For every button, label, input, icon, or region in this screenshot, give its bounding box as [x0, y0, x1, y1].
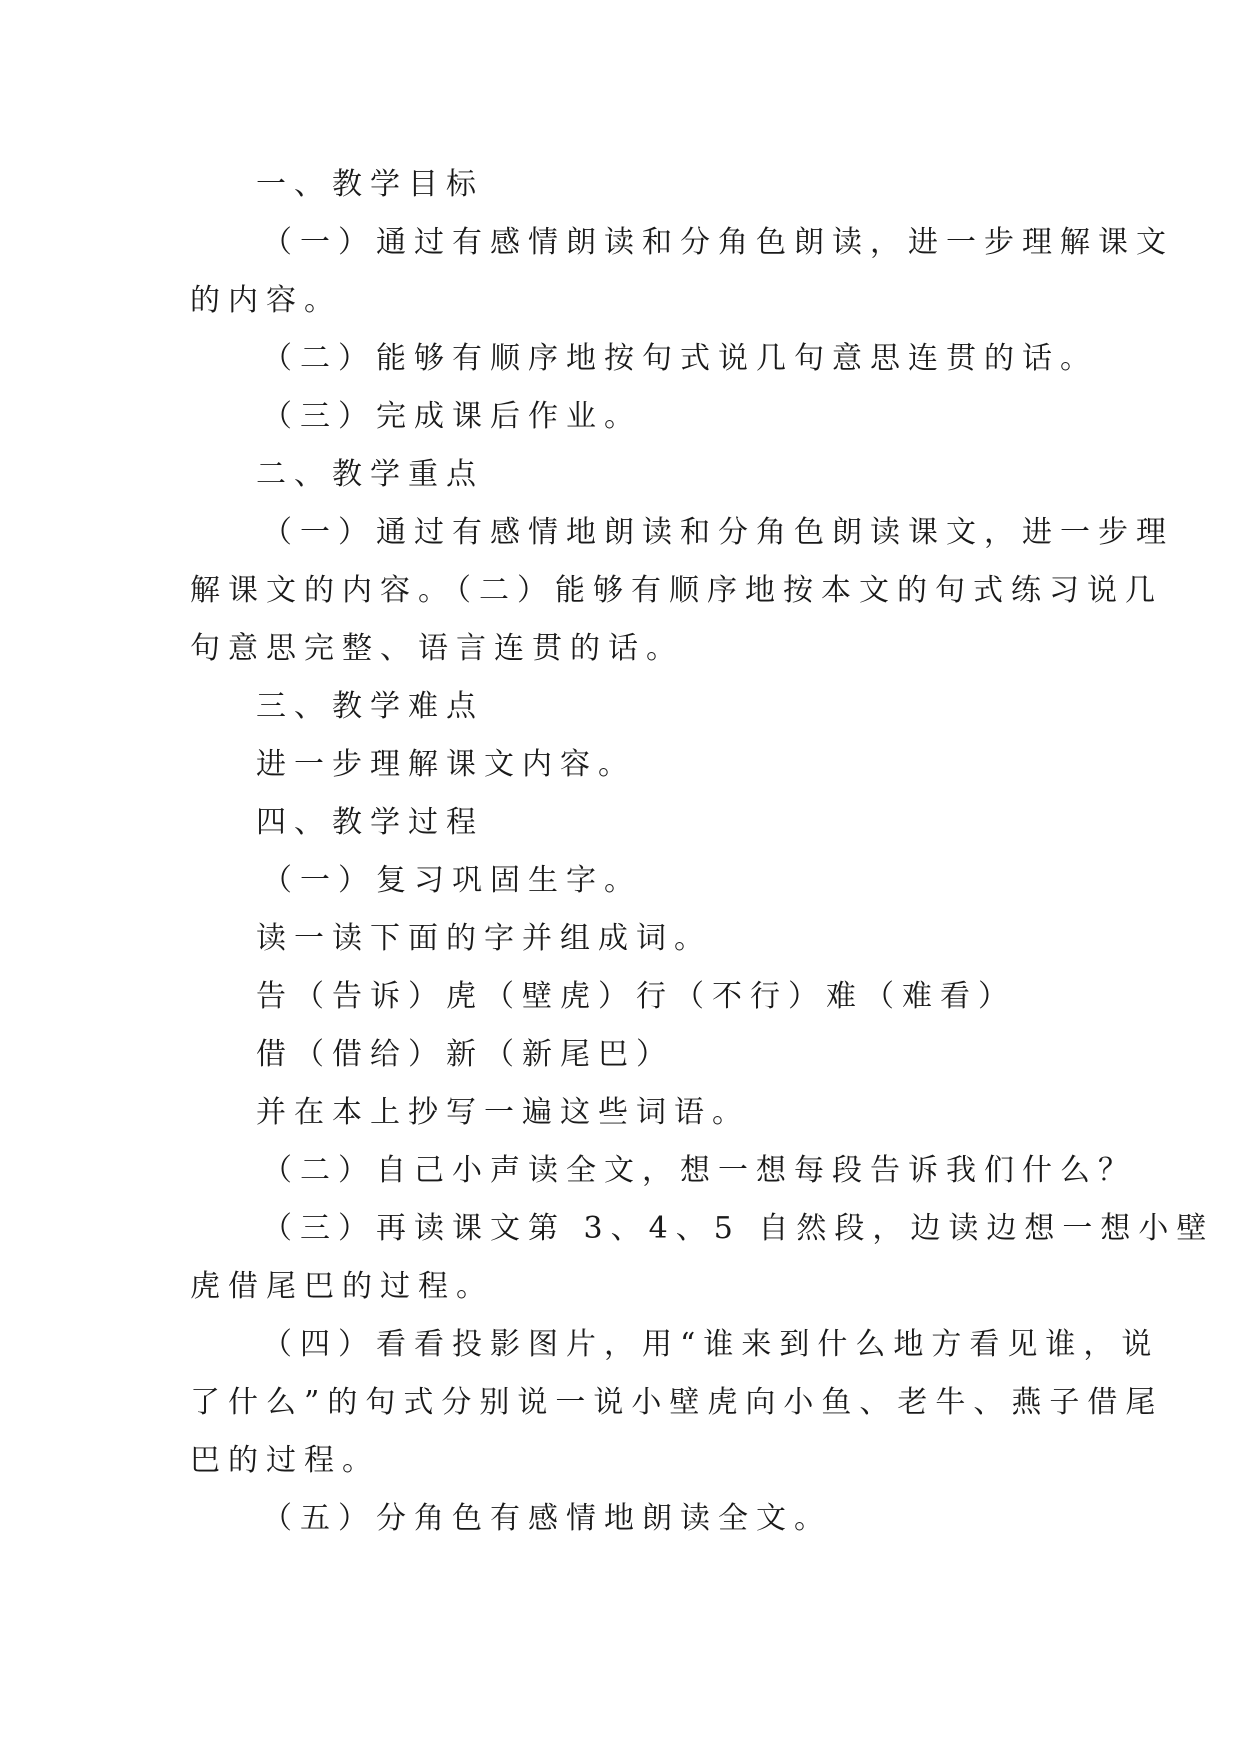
paragraph-line: （四）看看投影图片，用“谁来到什么地方看见谁，说 [262, 1327, 1160, 1362]
paragraph-line: （三）再读课文第 3、4、5 自然段，边读边想一想小壁 [262, 1211, 1215, 1246]
paragraph-line: 借（借给）新（新尾巴） [256, 1037, 674, 1072]
paragraph-line: （二）能够有顺序地按句式说几句意思连贯的话。 [262, 341, 1098, 376]
heading-teaching-focus: 二、教学重点 [256, 457, 484, 492]
paragraph-line: 告（告诉）虎（壁虎）行（不行）难（难看） [256, 979, 1016, 1014]
heading-teaching-goals: 一、教学目标 [256, 167, 484, 202]
paragraph-line: 虎借尾巴的过程。 [190, 1269, 494, 1304]
paragraph-line: 读一读下面的字并组成词。 [256, 921, 712, 956]
heading-teaching-process: 四、教学过程 [256, 805, 484, 840]
paragraph-line: （三）完成课后作业。 [262, 399, 642, 434]
paragraph-line: 巴的过程。 [190, 1443, 380, 1478]
paragraph-line: （二）自己小声读全文，想一想每段告诉我们什么？ [262, 1153, 1136, 1188]
paragraph-line: 解课文的内容。（二）能够有顺序地按本文的句式练习说几 [190, 573, 1163, 608]
paragraph-line: 并在本上抄写一遍这些词语。 [256, 1095, 750, 1130]
paragraph-line: 的内容。 [190, 283, 342, 318]
paragraph-line: 句意思完整、语言连贯的话。 [190, 631, 684, 666]
paragraph-line: （一）复习巩固生字。 [262, 863, 642, 898]
paragraph-line: （一）通过有感情朗读和分角色朗读，进一步理解课文 [262, 225, 1174, 260]
paragraph-line: （五）分角色有感情地朗读全文。 [262, 1501, 832, 1536]
paragraph-line: （一）通过有感情地朗读和分角色朗读课文，进一步理 [262, 515, 1174, 550]
heading-teaching-difficulty: 三、教学难点 [256, 689, 484, 724]
paragraph-line: 进一步理解课文内容。 [256, 747, 636, 782]
paragraph-line: 了什么”的句式分别说一说小壁虎向小鱼、老牛、燕子借尾 [190, 1385, 1164, 1420]
